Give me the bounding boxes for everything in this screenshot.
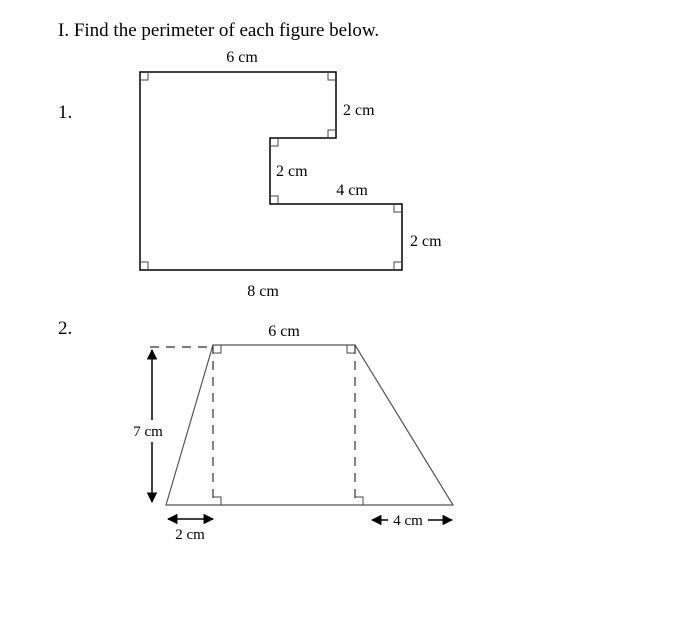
figure-1-step-label: 4 cm	[336, 182, 368, 199]
figure-1-right-lower-label: 2 cm	[410, 233, 442, 250]
figure-2	[126, 323, 453, 543]
figure-2-right-offset-label: 4 cm	[393, 513, 423, 529]
figure-2-left-offset-label: 2 cm	[175, 527, 205, 543]
problem-number-2: 2.	[58, 318, 73, 339]
page-title: I. Find the perimeter of each figure below.	[58, 20, 380, 41]
figure-1-right-upper-label: 2 cm	[343, 102, 375, 119]
figure-2-trapezoid	[166, 345, 453, 505]
figure-1	[140, 49, 442, 300]
figure-1-bottom-label: 8 cm	[247, 283, 279, 300]
figure-2-top-label: 6 cm	[268, 323, 300, 340]
problem-number-1: 1.	[58, 102, 73, 123]
figure-1-top-label: 6 cm	[226, 49, 258, 66]
figure-2-right-angle-marks	[213, 345, 363, 505]
figure-1-notch-label: 2 cm	[276, 163, 308, 180]
figure-2-height-label: 7 cm	[133, 424, 163, 440]
